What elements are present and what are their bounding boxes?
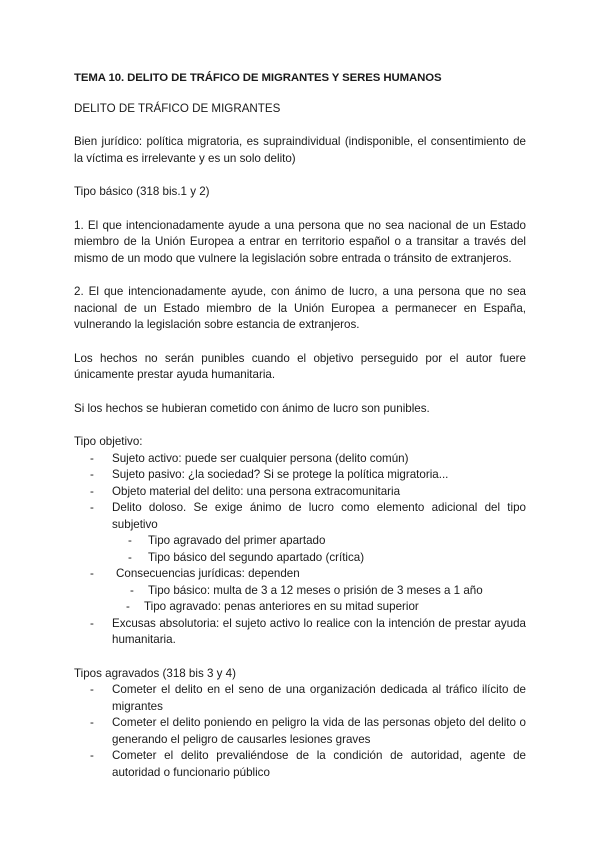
list-item: - Consecuencias jurídicas: dependen - Tipo básico: multa de 3 a 12 meses o prisión de 3 meses a 1 año - Tipo agravado: penas anteriores en su mitad superior [74, 566, 526, 616]
paragraph-3: Los hechos no serán punibles cuando el objetivo perseguido por el autor fuere únicamente prestar ayuda humanitaria. [74, 351, 526, 381]
list-item: - Cometer el delito en el seno de una organización dedicada al tráfico ilícito de migrantes [90, 683, 526, 713]
paragraph-4: Si los hechos se hubieran cometido con ánimo de lucro son punibles. [74, 401, 430, 415]
list-item: - Objeto material del delito: una persona extracomunitaria [90, 484, 401, 498]
tipos-agravados-list [74, 682, 526, 781]
document-body [74, 70, 526, 781]
list-item: - Sujeto pasivo: ¿la sociedad? Si se protege la política migratoria... [90, 468, 449, 481]
list-item: - Cometer el delito poniendo en peligro la vida de las personas objeto del delito o generando el peligro de causarles lesiones graves [90, 716, 526, 746]
consecuencias-sublist [74, 583, 526, 616]
list-item: - Excusas absolutoria: el sujeto activo lo realice con la intención de prestar ayuda humanitaria. [90, 616, 526, 646]
section-heading: DELITO DE TRÁFICO DE MIGRANTES [74, 101, 281, 115]
list-item: - Sujeto activo: puede ser cualquier persona (delito común) [90, 451, 409, 465]
sub-list-item: - Tipo agravado del primer apartado [128, 534, 326, 547]
sub-list-item: - Tipo básico del segundo apartado (crítica) [128, 550, 365, 564]
sub-list-item: - Tipo básico: multa de 3 a 12 meses o prisión de 3 meses a 1 año [130, 583, 483, 597]
tipo-basico-heading: Tipo básico (318 bis.1 y 2) [74, 185, 210, 198]
page-title: TEMA 10. DELITO DE TRÁFICO DE MIGRANTES Y SERES HUMANOS [74, 72, 442, 84]
list-item: - Cometer el delito prevaliéndose de la condición de autoridad, agente de autoridad o funcionario público [90, 749, 526, 779]
paragraph-2: 2. El que intencionadamente ayude, con ánimo de lucro, a una persona que no sea nacional de un Estado miembro de la Unión Europea a permanecer en España, vulnerando la legislación sobre estancia de extranjeros. [74, 285, 526, 331]
tipo-objetivo-list [74, 451, 526, 649]
list-item: - Delito doloso. Se exige ánimo de lucro como elemento adicional del tipo subjetivo - Tipo agravado del primer apartado - Tipo básico del segundo apartado (crítica) [74, 500, 526, 566]
doloso-sublist [74, 533, 526, 566]
sub-list-item: - Tipo agravado: penas anteriores en su mitad superior [126, 600, 419, 613]
tipos-agravados-heading: Tipos agravados (318 bis 3 y 4) [74, 666, 236, 680]
tipo-objetivo-heading: Tipo objetivo: [74, 435, 143, 448]
paragraph-1: 1. El que intencionadamente ayude a una persona que no sea nacional de un Estado miembro de la Unión Europea a entrar en territorio español o a transitar a través del mismo de un modo que vulnere la legislación sobre entrada o tránsito de extranjeros. [74, 218, 526, 265]
bien-juridico-paragraph: Bien jurídico: política migratoria, es supraindividual (indisponible, el consentimiento de la víctima es irrelevante y es un solo delito) [74, 135, 526, 165]
